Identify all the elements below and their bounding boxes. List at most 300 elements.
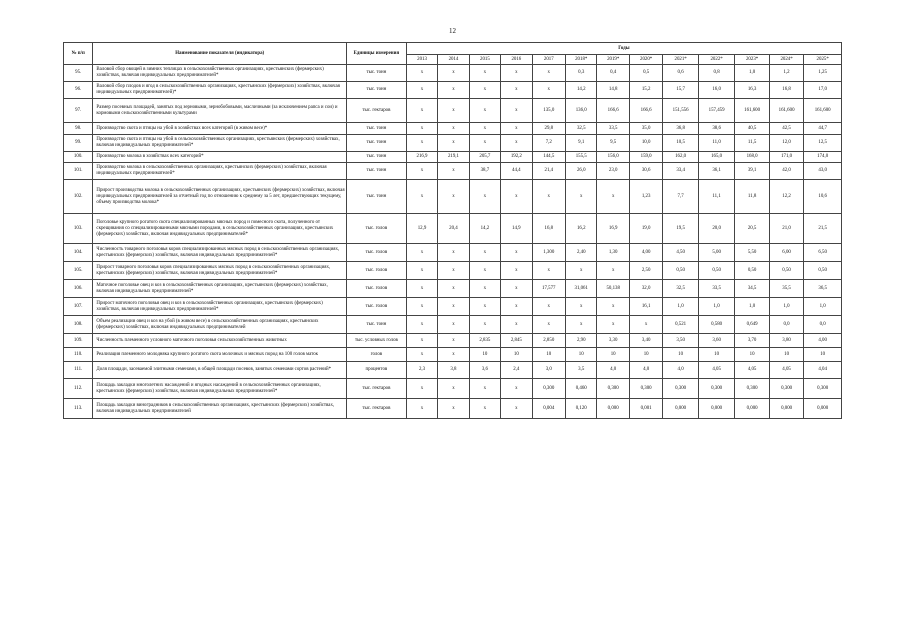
value-cell: 2,3	[406, 362, 437, 379]
value-cell: x	[501, 65, 532, 82]
value-cell: 17,0	[804, 82, 842, 99]
value-cell: 0,000	[769, 399, 803, 419]
header-year: 2024*	[769, 55, 803, 65]
value-cell: 1,0	[804, 298, 842, 316]
value-cell: 3,40	[629, 334, 662, 348]
value-cell: 0,300	[804, 379, 842, 399]
value-cell: 16,8	[769, 82, 803, 99]
value-cell: x	[501, 180, 532, 214]
value-cell: 16,3	[735, 82, 769, 99]
value-cell: 165,0	[698, 152, 735, 163]
value-cell: 31,061	[566, 280, 597, 298]
value-cell: x	[532, 262, 565, 280]
value-cell: 135,0	[532, 99, 565, 123]
value-cell: 2,90	[566, 334, 597, 348]
value-cell: 0,50	[663, 262, 698, 280]
value-cell: 36,1	[698, 163, 735, 180]
value-cell: 16,1	[629, 298, 662, 316]
unit-cell: тыс. гектаров	[346, 399, 406, 419]
value-cell: 10	[566, 348, 597, 362]
row-number: 96.	[64, 82, 93, 99]
value-cell: x	[469, 280, 500, 298]
value-cell: x	[501, 379, 532, 399]
page-number: 12	[449, 27, 456, 35]
indicator-name: Производство скота и птицы на убой в сельскохозяйственных организациях, крестьянских (фермерских) хозяйствах, включая индивидуальных предпринимателей*	[93, 135, 347, 152]
value-cell: 9,5	[597, 135, 629, 152]
value-cell: 36,8	[663, 123, 698, 135]
value-cell: x	[469, 244, 500, 262]
unit-cell: тыс. тонн	[346, 163, 406, 180]
value-cell: 166,6	[597, 99, 629, 123]
value-cell: 10	[501, 348, 532, 362]
header-year: 2015	[469, 55, 500, 65]
value-cell: 0,5	[629, 65, 662, 82]
row-number: 105.	[64, 262, 93, 280]
value-cell: x	[597, 262, 629, 280]
value-cell: 0,0	[769, 316, 803, 334]
value-cell: 12,9	[406, 214, 437, 244]
value-cell: x	[469, 262, 500, 280]
unit-cell: тыс. голов	[346, 214, 406, 244]
value-cell: 34,5	[735, 280, 769, 298]
value-cell: x	[438, 334, 469, 348]
value-cell: 4,0	[629, 362, 662, 379]
value-cell: 0,000	[804, 399, 842, 419]
value-cell: 38,7	[469, 163, 500, 180]
value-cell: x	[438, 379, 469, 399]
unit-cell: тыс. гектаров	[346, 99, 406, 123]
table-row	[64, 163, 842, 180]
row-number: 113.	[64, 399, 93, 419]
value-cell: 0,300	[698, 379, 735, 399]
value-cell: 33,5	[597, 123, 629, 135]
value-cell: 4,00	[629, 244, 662, 262]
indicator-name: Прирост производства молока в сельскохозяйственных организациях, крестьянских (фермерских) хозяйствах, включая индивидуальных предпринимателей за отчетный год по отношению к среднему за 5 лет, предшествующих текущему, объему производства молока*	[93, 180, 347, 214]
unit-cell: тыс. голов	[346, 298, 406, 316]
value-cell: 0,000	[698, 399, 735, 419]
row-number: 110.	[64, 348, 93, 362]
table-row	[64, 135, 842, 152]
row-number: 97.	[64, 99, 93, 123]
value-cell: x	[438, 298, 469, 316]
header-year: 2017	[532, 55, 565, 65]
value-cell: 4,05	[698, 362, 735, 379]
value-cell: 0,300	[769, 379, 803, 399]
indicator-name: Размер посевных площадей, занятых под зерновыми, зернобобовыми, масличными (за исключением рапса и сои) и кормовыми сельскохозяйственными культурами	[93, 99, 347, 123]
value-cell: 11,1	[698, 180, 735, 214]
value-cell: 3,80	[769, 334, 803, 348]
value-cell: 11,5	[735, 135, 769, 152]
value-cell: 19,0	[629, 214, 662, 244]
value-cell: 10	[698, 348, 735, 362]
value-cell: 12,5	[804, 135, 842, 152]
value-cell: 4,05	[735, 362, 769, 379]
value-cell: 171,0	[769, 152, 803, 163]
value-cell: 10	[769, 348, 803, 362]
value-cell: 15,2	[629, 82, 662, 99]
value-cell: x	[438, 348, 469, 362]
value-cell: x	[501, 244, 532, 262]
value-cell: 1,0	[698, 298, 735, 316]
value-cell: 0,460	[566, 379, 597, 399]
row-number: 112.	[64, 379, 93, 399]
value-cell: x	[501, 280, 532, 298]
value-cell: 1,25	[804, 65, 842, 82]
value-cell: x	[469, 180, 500, 214]
row-number: 95.	[64, 65, 93, 82]
value-cell: 44,7	[804, 123, 842, 135]
value-cell: 0,300	[663, 379, 698, 399]
value-cell: 10	[597, 348, 629, 362]
row-number: 98.	[64, 123, 93, 135]
value-cell: x	[566, 298, 597, 316]
value-cell: 161,600	[735, 99, 769, 123]
value-cell: 155,5	[566, 152, 597, 163]
value-cell: 168,0	[735, 152, 769, 163]
value-cell: 1,300	[532, 244, 565, 262]
value-cell: 0,300	[532, 379, 565, 399]
value-cell: 0,001	[629, 399, 662, 419]
value-cell: 3,8	[438, 362, 469, 379]
value-cell: x	[438, 280, 469, 298]
table-row	[64, 214, 842, 244]
value-cell: x	[597, 180, 629, 214]
value-cell: 2,50	[629, 262, 662, 280]
value-cell: x	[438, 99, 469, 123]
indicator-name: Маточное поголовье овец и коз в сельскохозяйственных организациях, крестьянских (фермерских) хозяйствах, включая индивидуальных предпринимателей*	[93, 280, 347, 298]
value-cell: 0,521	[663, 316, 698, 334]
value-cell: x	[438, 180, 469, 214]
value-cell: x	[406, 280, 437, 298]
value-cell: x	[406, 99, 437, 123]
row-number: 103.	[64, 214, 93, 244]
value-cell: x	[501, 298, 532, 316]
unit-cell: тыс. условных голов	[346, 334, 406, 348]
indicator-name: Численность племенного условного маточного поголовья сельскохозяйственных животных	[93, 334, 347, 348]
value-cell: 0,50	[735, 262, 769, 280]
unit-cell: тыс. тонн	[346, 82, 406, 99]
row-number: 102.	[64, 180, 93, 214]
value-cell: 16,8	[532, 214, 565, 244]
value-cell: 23,0	[597, 163, 629, 180]
value-cell: 0,50	[698, 262, 735, 280]
indicator-name: Прирост маточного поголовья овец и коз в сельскохозяйственных организациях, крестьянских (фермерских) хозяйствах, включая индивидуальных предпринимателей*	[93, 298, 347, 316]
indicator-name: Прирост товарного поголовья коров специализированных мясных пород в сельскохозяйственных организациях, крестьянских (фермерских) хозяйствах, включая индивидуальных предпринимателей*	[93, 262, 347, 280]
value-cell: 20,5	[735, 214, 769, 244]
value-cell: x	[469, 316, 500, 334]
indicator-name: Площадь закладки виноградников в сельскохозяйственных организациях, крестьянских (фермерских) хозяйствах, включая индивидуальных предпринимателей	[93, 399, 347, 419]
table-row	[64, 262, 842, 280]
indicator-name: Валовой сбор овощей в зимних теплицах в сельскохозяйственных организациях, крестьянских (фермерских) хозяйствах, включая индивидуальных предпринимателей*	[93, 65, 347, 82]
value-cell: 136,0	[566, 99, 597, 123]
value-cell: 17,577	[532, 280, 565, 298]
value-cell: 0,50	[804, 262, 842, 280]
value-cell: x	[406, 180, 437, 214]
value-cell: 0,300	[629, 379, 662, 399]
value-cell: x	[469, 65, 500, 82]
value-cell: 32,5	[566, 123, 597, 135]
row-number: 104.	[64, 244, 93, 262]
value-cell: 3,30	[597, 334, 629, 348]
value-cell: x	[532, 65, 565, 82]
value-cell: 6,00	[769, 244, 803, 262]
value-cell: 1,0	[663, 298, 698, 316]
value-cell: 10	[469, 348, 500, 362]
value-cell: x	[438, 163, 469, 180]
value-cell: 39,1	[735, 163, 769, 180]
table-row	[64, 280, 842, 298]
value-cell: x	[406, 298, 437, 316]
indicator-name: Реализация племенного молодняка крупного рогатого скота молочных и мясных пород на 100 голов маток	[93, 348, 347, 362]
value-cell: 10	[804, 348, 842, 362]
value-cell: 6,50	[804, 244, 842, 262]
value-cell: x	[501, 99, 532, 123]
value-cell: 5,50	[735, 244, 769, 262]
value-cell: x	[501, 316, 532, 334]
value-cell: 11,0	[698, 135, 735, 152]
value-cell: x	[438, 244, 469, 262]
value-cell: 10	[663, 348, 698, 362]
value-cell: 2,4	[501, 362, 532, 379]
value-cell: 21,4	[532, 163, 565, 180]
value-cell: x	[406, 379, 437, 399]
unit-cell: голов	[346, 348, 406, 362]
table-row	[64, 334, 842, 348]
indicator-name: Поголовье крупного рогатого скота специализированных мясных пород и помесного скота, полученного от скрещивания со специализированными мясными породами, в сельскохозяйственных организациях, крестьянских (фермерских) хозяйствах, включая индивидуальных предпринимателей*	[93, 214, 347, 244]
value-cell: x	[629, 316, 662, 334]
value-cell: x	[566, 262, 597, 280]
value-cell: 0,300	[735, 379, 769, 399]
value-cell: 44,4	[501, 163, 532, 180]
value-cell: 3,6	[469, 362, 500, 379]
value-cell: 7,7	[663, 180, 698, 214]
value-cell: 29,8	[532, 123, 565, 135]
value-cell: x	[438, 65, 469, 82]
value-cell: 9,1	[566, 135, 597, 152]
table-row	[64, 399, 842, 419]
value-cell: 10,6	[804, 180, 842, 214]
value-cell: x	[438, 135, 469, 152]
unit-cell: процентов	[346, 362, 406, 379]
header-year: 2025*	[804, 55, 842, 65]
value-cell: x	[469, 399, 500, 419]
unit-cell: тыс. тонн	[346, 316, 406, 334]
row-number: 99.	[64, 135, 93, 152]
value-cell: x	[566, 180, 597, 214]
value-cell: 0,50	[769, 262, 803, 280]
indicator-name: Производство скота и птицы на убой в хозяйствах всех категорий (в живом весе)*	[93, 123, 347, 135]
value-cell: 0,300	[597, 379, 629, 399]
value-cell: x	[532, 298, 565, 316]
value-cell: 216,9	[406, 152, 437, 163]
value-cell: 151,556	[663, 99, 698, 123]
value-cell: 144,5	[532, 152, 565, 163]
row-number: 109.	[64, 334, 93, 348]
value-cell: x	[406, 82, 437, 99]
value-cell: 20,4	[438, 214, 469, 244]
value-cell: x	[532, 82, 565, 99]
value-cell: 4,05	[769, 362, 803, 379]
value-cell: x	[501, 123, 532, 135]
value-cell: x	[566, 316, 597, 334]
table-row	[64, 316, 842, 334]
value-cell: 10,5	[663, 135, 698, 152]
value-cell: 40,5	[735, 123, 769, 135]
value-cell: 16,0	[698, 82, 735, 99]
value-cell: x	[406, 135, 437, 152]
header-unit: Единицы измерения	[346, 43, 406, 65]
value-cell: 161,600	[804, 99, 842, 123]
value-cell: 12,0	[769, 135, 803, 152]
value-cell: 36,5	[804, 280, 842, 298]
value-cell: x	[438, 399, 469, 419]
header-year: 2021*	[663, 55, 698, 65]
value-cell: x	[469, 82, 500, 99]
value-cell: x	[501, 135, 532, 152]
table-row	[64, 348, 842, 362]
value-cell: 32,0	[629, 280, 662, 298]
indicator-name: Валовой сбор плодов и ягод в сельскохозяйственных организациях, крестьянских (фермерских) хозяйствах, включая индивидуальных предпринимателей)*	[93, 82, 347, 99]
value-cell: x	[406, 163, 437, 180]
row-number: 111.	[64, 362, 93, 379]
value-cell: 3,0	[532, 362, 565, 379]
value-cell: 4,04	[804, 362, 842, 379]
value-cell: 11,8	[735, 180, 769, 214]
value-cell: 3,5	[566, 362, 597, 379]
value-cell: 162,0	[663, 152, 698, 163]
table-row	[64, 123, 842, 135]
value-cell: 10	[735, 348, 769, 362]
header-year: 2019*	[597, 55, 629, 65]
value-cell: 16,2	[566, 214, 597, 244]
header-year: 2013	[406, 55, 437, 65]
value-cell: 19,5	[663, 214, 698, 244]
value-cell: 3,60	[698, 334, 735, 348]
header-year: 2018*	[566, 55, 597, 65]
value-cell: x	[406, 399, 437, 419]
value-cell: x	[469, 298, 500, 316]
unit-cell: тыс. голов	[346, 280, 406, 298]
value-cell: 4,00	[804, 334, 842, 348]
value-cell: x	[532, 180, 565, 214]
value-cell: 3,70	[735, 334, 769, 348]
value-cell: x	[438, 123, 469, 135]
table-row	[64, 82, 842, 99]
header-year: 2016	[501, 55, 532, 65]
value-cell: 10	[629, 348, 662, 362]
unit-cell: тыс. тонн	[346, 123, 406, 135]
value-cell: x	[501, 262, 532, 280]
value-cell: x	[469, 379, 500, 399]
header-year: 2014	[438, 55, 469, 65]
value-cell: 0,6	[663, 65, 698, 82]
value-cell: 219,1	[438, 152, 469, 163]
unit-cell: тыс. тонн	[346, 65, 406, 82]
value-cell: 21,5	[804, 214, 842, 244]
value-cell: 2,40	[566, 244, 597, 262]
value-cell: 0,120	[566, 399, 597, 419]
value-cell: 0,0	[804, 316, 842, 334]
indicator-name: Доля площади, засеваемой элитными семенами, в общей площади посевов, занятых семенами сортов растений*	[93, 362, 347, 379]
header-year: 2022*	[698, 55, 735, 65]
value-cell: 35,0	[629, 123, 662, 135]
value-cell: 156,0	[597, 152, 629, 163]
value-cell: 4,0	[663, 362, 698, 379]
value-cell: 2,835	[469, 334, 500, 348]
unit-cell: тыс. голов	[346, 244, 406, 262]
value-cell: 33,4	[663, 163, 698, 180]
value-cell: 26,0	[566, 163, 597, 180]
value-cell: 161,600	[769, 99, 803, 123]
value-cell: 0,000	[663, 399, 698, 419]
value-cell: 2,845	[501, 334, 532, 348]
value-cell: 14,8	[597, 82, 629, 99]
value-cell: 159,0	[629, 152, 662, 163]
row-number: 106.	[64, 280, 93, 298]
value-cell: x	[597, 298, 629, 316]
value-cell: 5,00	[698, 244, 735, 262]
value-cell: x	[501, 82, 532, 99]
value-cell: x	[406, 348, 437, 362]
value-cell: 205,7	[469, 152, 500, 163]
value-cell: 0,580	[698, 316, 735, 334]
indicator-name: Производство молока в хозяйствах всех категорий*	[93, 152, 347, 163]
table-row	[64, 99, 842, 123]
value-cell: 1,2	[769, 65, 803, 82]
value-cell: 0,649	[735, 316, 769, 334]
value-cell: x	[406, 65, 437, 82]
indicator-name: Производство молока в сельскохозяйственных организациях, крестьянских (фермерских) хозяйствах, включая индивидуальных предпринимателей*	[93, 163, 347, 180]
header-name: Наименование показателя (индикатора)	[93, 43, 347, 65]
value-cell: 10	[532, 348, 565, 362]
value-cell: 14,9	[501, 214, 532, 244]
row-number: 101.	[64, 163, 93, 180]
value-cell: 33,5	[698, 280, 735, 298]
table-row	[64, 180, 842, 214]
value-cell: 3,50	[663, 334, 698, 348]
value-cell: x	[532, 316, 565, 334]
indicator-name: Площадь закладки многолетних насаждений и ягодных насаждений в сельскохозяйственных организациях, крестьянских (фермерских) хозяйствах, включая индивидуальных предпринимателей*	[93, 379, 347, 399]
unit-cell: тыс. тонн	[346, 135, 406, 152]
value-cell: x	[438, 262, 469, 280]
table-row	[64, 152, 842, 163]
unit-cell: тыс. гектаров	[346, 379, 406, 399]
value-cell: 35,5	[769, 280, 803, 298]
value-cell: x	[406, 334, 437, 348]
unit-cell: тыс. тонн	[346, 180, 406, 214]
value-cell: 0,4	[597, 65, 629, 82]
value-cell: 1,0	[735, 65, 769, 82]
value-cell: 42,0	[769, 163, 803, 180]
value-cell: 4,50	[663, 244, 698, 262]
value-cell: 12,2	[769, 180, 803, 214]
value-cell: 0,8	[698, 65, 735, 82]
value-cell: x	[406, 244, 437, 262]
value-cell: 157,459	[698, 99, 735, 123]
table-row	[64, 379, 842, 399]
value-cell: x	[438, 82, 469, 99]
header-num: № п/п	[64, 43, 93, 65]
value-cell: 0,000	[597, 399, 629, 419]
value-cell: 10,0	[629, 135, 662, 152]
value-cell: 2,850	[532, 334, 565, 348]
table-row	[64, 362, 842, 379]
value-cell: 43,0	[804, 163, 842, 180]
value-cell: 50,138	[597, 280, 629, 298]
header-year: 2023*	[735, 55, 769, 65]
value-cell: 15,7	[663, 82, 698, 99]
table-body	[64, 65, 842, 419]
